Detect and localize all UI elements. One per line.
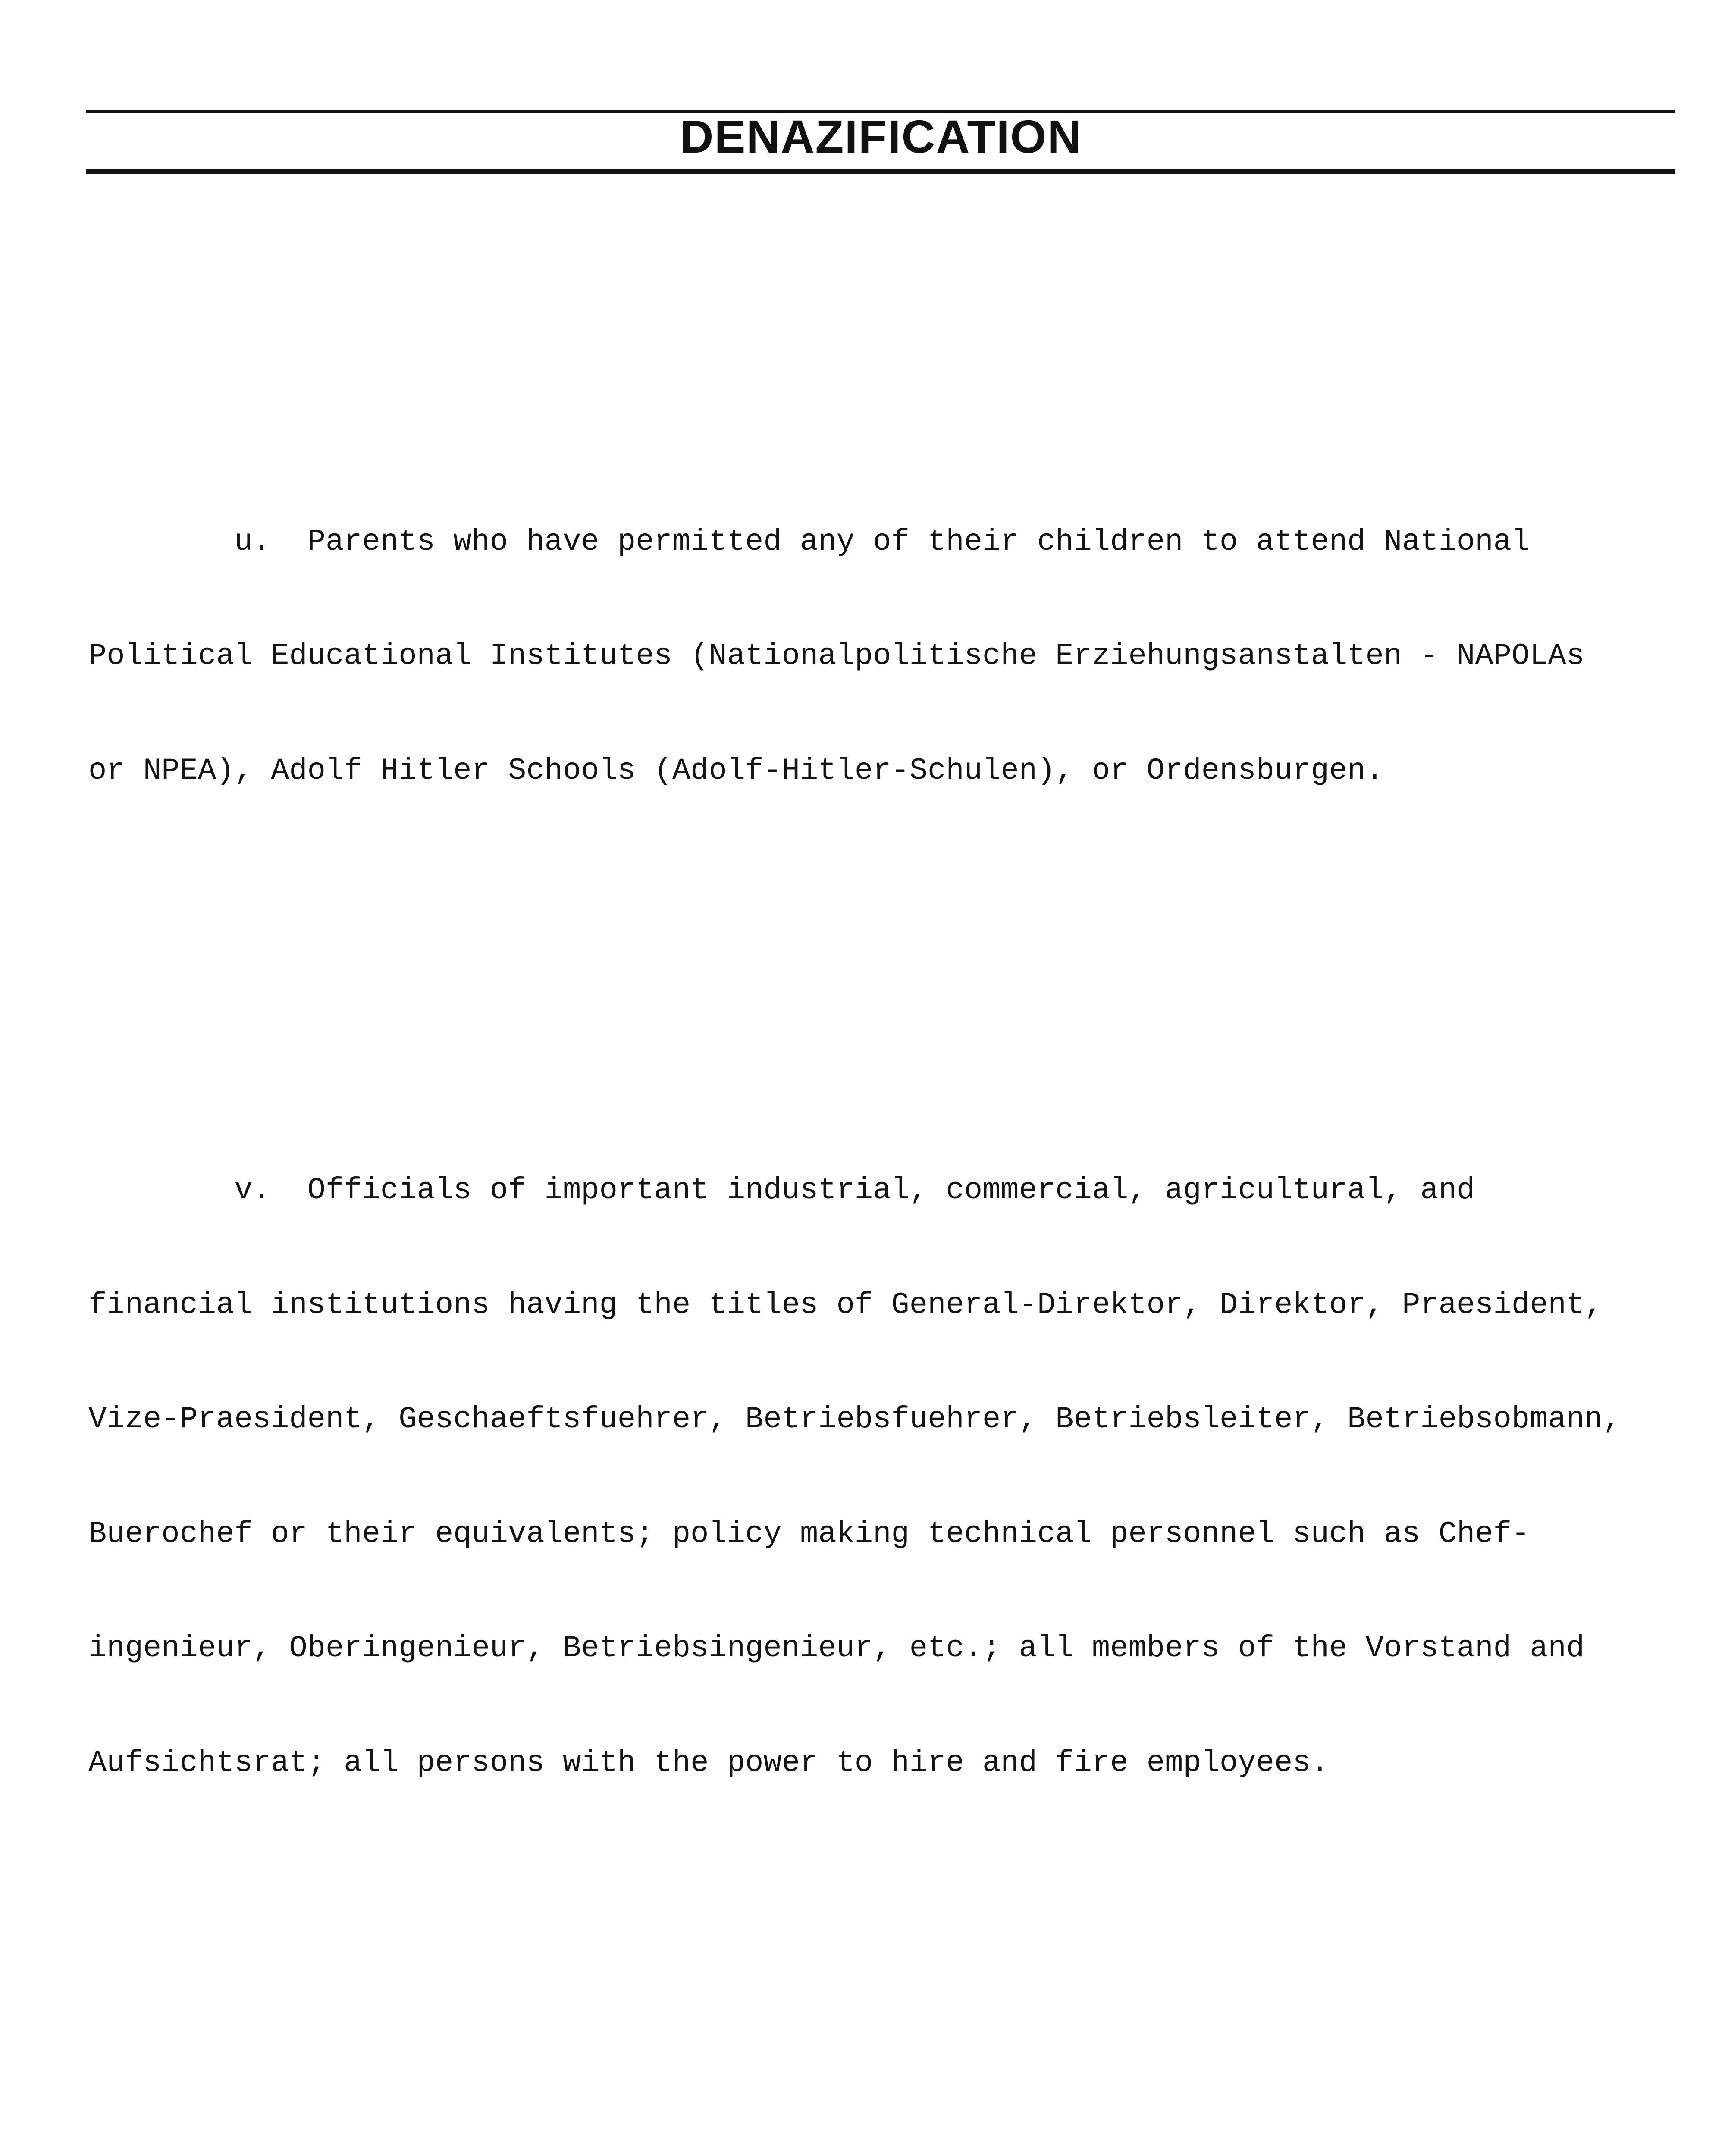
document-body: [88, 332, 1684, 2156]
text-line: v. Officials of important industrial, commercial, agricultural, and: [88, 1173, 1475, 1208]
text-line: Political Educational Institutes (Nationalpolitische Erziehungsanstalten - NAPOLAs: [88, 639, 1585, 674]
text-line: Aufsichtsrat; all persons with the power to hire and fire employees.: [88, 1745, 1329, 1780]
page-title: DENAZIFICATION: [680, 110, 1082, 163]
header-rule-bottom: [86, 169, 1675, 174]
text-line: or NPEA), Adolf Hitler Schools (Adolf-Hitler-Schulen), or Ordensburgen.: [88, 753, 1384, 788]
paragraph-u: [88, 447, 1684, 867]
text-line: ingenieur, Oberingenieur, Betriebsingenieur, etc.; all members of the Vorstand and: [88, 1631, 1585, 1666]
text-line: Buerochef or their equivalents; policy making technical personnel such as Chef-: [88, 1517, 1530, 1551]
text-line: Vize-Praesident, Geschaeftsfuehrer, Betriebsfuehrer, Betriebsleiter, Betriebsobmann,: [88, 1402, 1621, 1437]
text-line: financial institutions having the titles of General-Direktor, Direktor, Praesident,: [88, 1288, 1603, 1322]
paragraph-v: [88, 1095, 1684, 1858]
text-line: u. Parents who have permitted any of their children to attend National: [88, 524, 1530, 559]
